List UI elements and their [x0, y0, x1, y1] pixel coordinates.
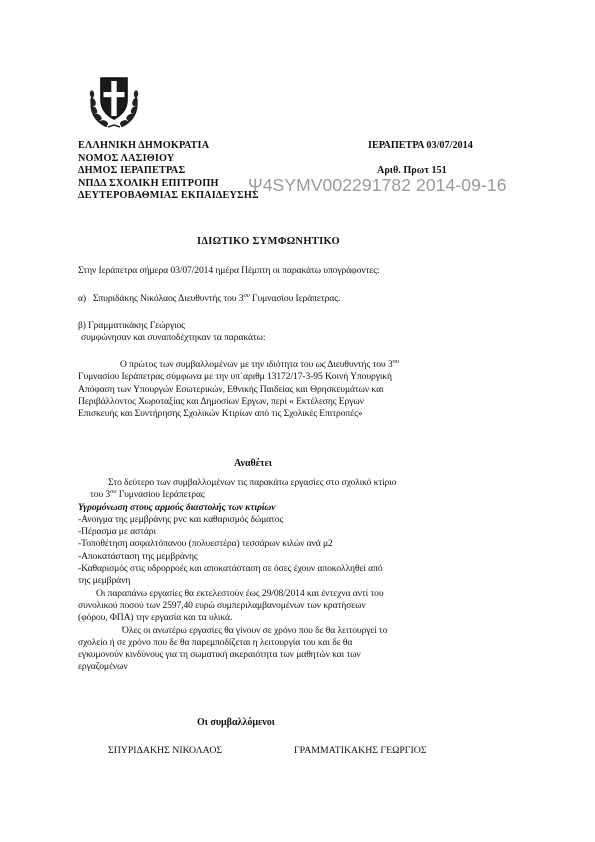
work-item: -Τοποθέτηση ασφαλτόπανου (πολυεστέρα) τεσσάρων κιλών ανά μ2: [78, 538, 333, 550]
party-a-text-after: Γυμνασίου Ιεράπετρας.: [249, 293, 341, 304]
signers-heading: Οι συμβαλλόμενοι: [197, 717, 275, 728]
header-prefecture: ΝΟΜΟΣ ΛΑΣΙΘΙΟΥ: [78, 152, 175, 164]
work-item: -Πέρασμα με αστάρι: [78, 526, 156, 538]
para1-sup: ου: [392, 357, 399, 365]
para1-line3: Απόφαση των Υπουργών Εσωτερικών, Εθνικής Παιδείας και Θρησκευμάτων και: [78, 383, 384, 395]
para1-line2: Γυμνασίου Ιεράπετρας σύμφωνα με την υπ΄αριθμ 13172/17-3-95 Κοινή Υπουργική: [78, 371, 392, 383]
work-title: Υγρομόνωση στους αρμούς διαστολής των κτιρίων: [78, 501, 276, 513]
deadline-line1: Οι παραπάνω εργασίες θα εκτελεστούν έως 29/08/2014 και έντεχνα αντί του: [96, 587, 384, 599]
signer-a-name: ΣΠΥΡΙΔΑΚΗΣ ΝΙΚΟΛΑΟΣ: [108, 745, 223, 756]
party-a: [78, 293, 340, 305]
place-date: ΙΕΡΑΠΕΤΡΑ 03/07/2014: [368, 140, 473, 151]
para2-line2-sup: ου: [110, 488, 117, 496]
header-republic: ΕΛΛΗΝΙΚΗ ΔΗΜΟΚΡΑΤΙΑ: [78, 140, 210, 151]
paragraph-first-party: [78, 359, 399, 420]
party-b-name: β) Γραμματικάκης Γεώργιος: [78, 320, 186, 331]
para2-line2-before: του 3: [90, 489, 111, 501]
work-item: -Καθαρισμός στις υδρορροές και αποκατάσταση σε όσες έχουν αποκολληθεί από: [78, 563, 383, 575]
para2-line2: [78, 489, 397, 501]
deadline-line2: συνολικού ποσού των 2597,40 ευρώ συμπεριλαμβανομένων των κρατήσεων: [78, 599, 366, 611]
para1-line1: Ο πρώτος των συμβαλλομένων με την ιδιότητα του ως Διευθυντής του 3: [120, 359, 393, 370]
coat-of-arms-icon: [84, 70, 144, 132]
para2-line2-after: Γυμνασίου Ιεράπετρας: [116, 489, 205, 501]
header-education-level: ΔΕΥΤΕΡΟΒΑΘΜΙΑΣ ΕΚΠΑΙΔΕΥΣΗΣ: [78, 190, 259, 201]
para1-line5: Επισκευής και Συντήρησης Σχολικών Κτιρίων από τις Σχολικές Επιτροπές»: [78, 408, 363, 420]
work-item: -Ανοιγμα της μεμβράνης pvc και καθαρισμός δώματος: [78, 513, 284, 525]
document-title: ΙΔΙΩΤΙΚΟ ΣΥΜΦΩΝΗΤΙΚΟ: [197, 236, 340, 247]
work-item: -Αποκατάσταση της μεμβράνης: [78, 550, 198, 562]
party-b: [78, 320, 265, 345]
protocol-number: Αριθ. Πρωτ 151: [377, 165, 447, 176]
work-item: της μεμβράνη: [78, 575, 131, 587]
party-a-sup: ου: [243, 291, 250, 299]
diavgeia-stamp: Ψ4SYMV002291782 2014-09-16: [248, 175, 507, 195]
safety-line3: εγκυμονούν κινδύνους για τη σωματική ακεραιότητα των μαθητών και των: [78, 649, 361, 661]
issuer-header: [78, 140, 259, 203]
party-b-agreement: συμφώνησαν και συναποδέχτηκαν τα παρακάτω:: [81, 332, 266, 344]
assigns-heading: Αναθέτει: [234, 458, 273, 469]
safety-line4: εργαζομένων: [78, 661, 128, 673]
paragraph-works: [78, 477, 397, 674]
para2-line1: Στο δεύτερο των συμβαλλομένων τις παρακάτω εργασίες στο σχολικό κτίριο: [108, 477, 397, 488]
party-a-text: Σπυριδάκης Νικόλαος Διευθυντής του 3: [92, 293, 244, 304]
header-committee: ΝΠΔΔ ΣΧΟΛΙΚΗ ΕΠΙΤΡΟΠΗ: [78, 177, 219, 189]
intro-line: Στην Ιεράπετρα σήμερα 03/07/2014 ημέρα Πέμπτη οι παρακάτω υπογράφοντες:: [78, 265, 380, 276]
party-a-prefix: α): [78, 293, 87, 304]
signer-b-name: ΓΡΑΜΜΑΤΙΚΑΚΗΣ ΓΕΩΡΓΙΟΣ: [294, 745, 427, 756]
deadline-line3: (φόρου, ΦΠΑ) την εργασία και τα υλικά.: [78, 612, 233, 624]
para1-line: [78, 359, 399, 371]
safety-line2: σχολείο ή σε χρόνο που δε θα παρεμποδίζεται η λειτουργία του και δε θα: [78, 636, 353, 648]
header-municipality: ΔΗΜΟΣ ΙΕΡΑΠΕΤΡΑΣ: [78, 165, 186, 176]
para1-line4: Περιβάλλοντος Χωροταξίας και Δημοσίων Εργων, περί « Εκτέλεσης Εργων: [78, 395, 364, 407]
safety-line1: Όλες οι ανωτέρω εργασίες θα γίνουν σε χρόνο που δε θα λειτουργεί το: [122, 624, 388, 636]
